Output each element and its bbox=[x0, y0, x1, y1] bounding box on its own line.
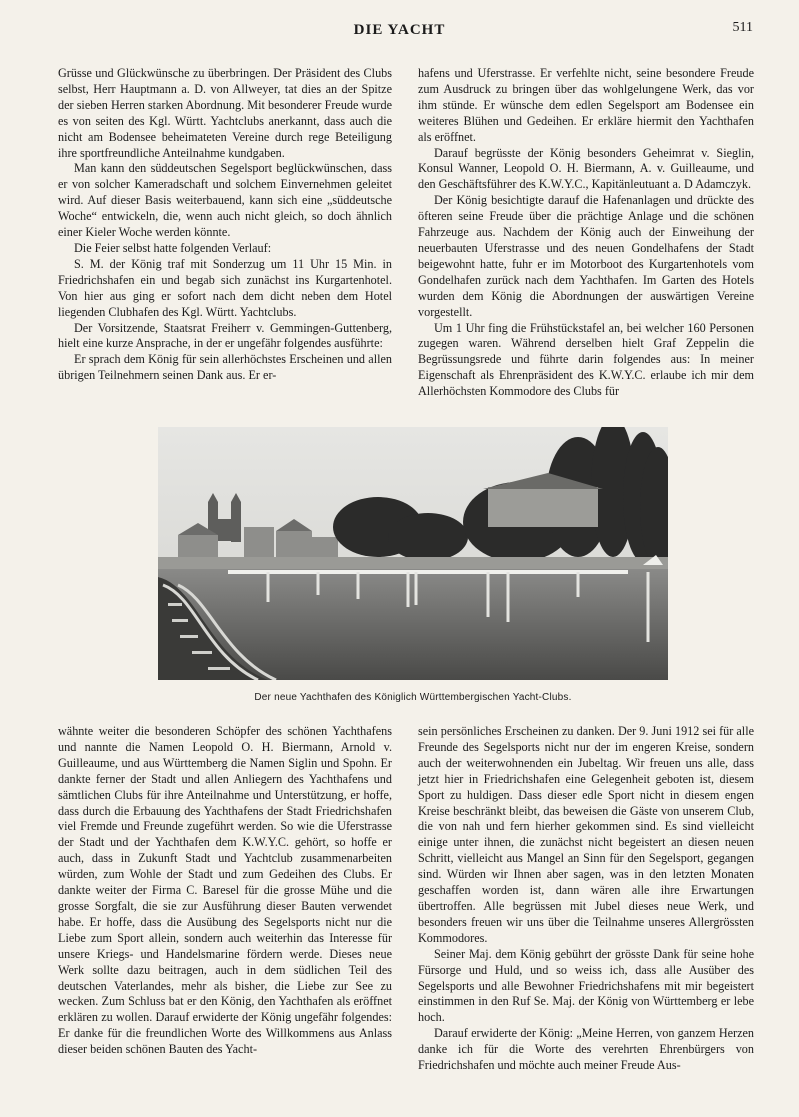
paragraph: Grüsse und Glückwünsche zu überbringen. Der Präsident des Clubs selbst, Herr Hauptmann a. D. von Allweyer, tat dies an der Spitze der sieben Herren starken Abordnung. Mit besonderer Freude wurde es von seiten des Kgl. Württ. Yachtclubs anerkannt, dass auch die nicht am Bodensee beheimateten Vereine durch rege Beteiligung ihre sportfreundliche Anteilnahme kundgaben. bbox=[58, 66, 392, 160]
paragraph: Seiner Maj. dem König gebührt der grösste Dank für seine hohe Fürsorge und Huld, und so weiss ich, dass alle Ausüber des Segelsports und alle Bewohner Friedrichshafens mit mir begeistert einstimmen in den Ruf Se. Maj. der König von Württemberg er lebe hoch. bbox=[418, 946, 754, 1025]
paragraph: wähnte weiter die besonderen Schöpfer des schönen Yachthafens und nannte die Namen Leopold O. H. Biermann, Arnold v. Guilleaume, und aus Württemberg die Namen Siglin und Spohn. Er dankte ferner der Stadt und allen Anliegern des Yachthafens und sämtlichen Clubs für ihre Anteilnahme und Unterstützung, er hoffe, dass durch die Erbauung des Yachthafens der Stadt Friedrichshafen viel Fremde und Freunde zugeführt werden. So wie die Uferstrasse der Stadt und der Yachthafen dem K.W.Y.C. gehört, so hoffe er auch, dass in Zukunft Stadt und Yachtclub zusammenarbeiten würden, zum Wohle der Stadt und zum Gedeihen des Clubs. Er dankte weiter der Firma C. Baresel für die grosse Mühe und die grosse Sorgfalt, die sie zur Ausführung dieser Bauten verwendet habe. Er hoffe, dass die Ausübung des Segelsports nicht nur die Liebe zum Sport allein, sondern auch weiterhin das Interesse für unsere Kriegs- und Handelsmarine fördern werde. Dieses neue Werk sollte dazu beitragen, auch in dem südlichen Teil des deutschen Vaterlandes, mehr als bisher, die Liebe zur See zu wecken. Zum Schluss bat er den König, den Yachthafen als eröffnet erklären zu wollen. Darauf erwiderte der König ungefähr folgendes: Er danke für die freundlichen Worte des Willkommens aus Anlass dieser beiden schönen Bauten des Yacht- bbox=[58, 724, 392, 1057]
paragraph: Der König besichtigte darauf die Hafenanlagen und drückte des öfteren seine Freude über die prächtige Anlage und die schönen Fahrzeuge aus. Nachdem der König auch der Einweihung der neuerbauten Uferstrasse und des neuen Gondelhafens der Stadt beigewohnt hatte, fuhr er im Motorboot des Kurgartenhotels vom Gondelhafen zurück nach dem Yachthafen. Im Garten des Hotels wurden dem König die Abordnungen der auswärtigen Vereine vorgestellt. bbox=[418, 193, 754, 319]
page-number: 511 bbox=[732, 20, 753, 35]
running-title: DIE YACHT bbox=[353, 22, 446, 38]
paragraph: Die Feier selbst hatte folgenden Verlauf: bbox=[74, 240, 272, 255]
column-top-right bbox=[418, 66, 754, 400]
column-bottom-left bbox=[58, 724, 392, 1058]
paragraph: Um 1 Uhr fing die Frühstückstafel an, bei welcher 160 Personen zugegen waren. Während derselben hielt Graf Zeppelin die Begrüssungsrede und führte darin folgendes aus: In meiner Eigenschaft als Ehrenpräsident des K.W.Y.C. erlaube ich mir dem Allerhöchsten Kommodore des Clubs für bbox=[418, 320, 754, 399]
harbor-photo-illustration bbox=[158, 427, 668, 680]
paragraph: Man kann den süddeutschen Segelsport beglückwünschen, dass er von solcher Kameradschaft und solchem Einvernehmen geleitet wird. Auf dieser Basis weiterbauend, kann sich eine „süddeutsche Woche“ entwickeln, die, wenn auch nicht gleich, so doch ähnlich einer Kieler Woche werden könnte. bbox=[58, 161, 392, 240]
paragraph: Er sprach dem König für sein allerhöchstes Erscheinen und allen übrigen Teilnehmern seinen Dank aus. Er er- bbox=[58, 352, 392, 383]
paragraph: Darauf begrüsste der König besonders Geheimrat v. Sieglin, Konsul Wanner, Leopold O. H. Biermann, A. v. Guilleaume, und den Geschäftsführer des K.W.Y.C., Kapitänleutuant a. D Adamczyk. bbox=[418, 145, 754, 192]
photo-caption: Der neue Yachthafen des Königlich Württembergischen Yacht-Clubs. bbox=[254, 692, 572, 703]
paragraph: Darauf erwiderte der König: „Meine Herren, von ganzem Herzen danke ich für die Worte des verehrten Ehrenbürgers von Friedrichshafen und möchte auch meiner Freude Aus- bbox=[418, 1026, 754, 1073]
paragraph: Der Vorsitzende, Staatsrat Freiherr v. Gemmingen-Guttenberg, hielt eine kurze Ansprache, in der er ungefähr folgendes ausführte: bbox=[58, 320, 392, 351]
column-bottom-right bbox=[418, 724, 754, 1074]
paragraph: hafens und Uferstrasse. Er verfehlte nicht, seine besondere Freude zum Ausdruck zu bringen über das wohlgelungene Werk, das vor ihm stünde. Er wünsche dem edlen Segelsport am Bodensee ein weiteres Blühen und Gedeihen. Er erkläre hiermit den Yachthafen als eröffnet. bbox=[418, 66, 754, 144]
harbor-photo bbox=[158, 427, 668, 680]
paragraph: S. M. der König traf mit Sonderzug um 11 Uhr 15 Min. in Friedrichshafen ein und begab sich zunächst ins Kurgartenhotel. Von hier aus ging er sofort nach dem dicht neben dem Hotel liegenden Clubhafen des Kgl. Württ. Yachtclubs. bbox=[58, 256, 392, 319]
page-header bbox=[0, 0, 799, 48]
paragraph: sein persönliches Erscheinen zu danken. Der 9. Juni 1912 sei für alle Freunde des Segelsports nicht nur der im engeren Kreise, sondern auch der weiterwohnenden ein Jubeltag. Wir freuen uns alle, dass jetzt hier in Friedrichshafen eine Gelegenheit geboten ist, diesem Sport zu huldigen. Dass dieser edle Sport nicht in diesem engen Kreise beschränkt bleibt, das beweisen die Gäste von unserem Club, die von nah und fern hierher gekommen sind. Es sind vielleicht einige unter ihnen, die zunächst nicht begeistert an diesen neuen Schritt, vielleicht aus Mangel an Sinn für den Segelsport, gegangen sind. Würden wir Ihnen aber sagen, was in den letzten Monaten geschaffen worden ist, dann wären alle ihre Erwartungen übertroffen. Alle begrüssen mit Jubel dieses neue Werk, und besonders freuen wir uns über die Teilnahme unseres Allergrössten Kommodores. bbox=[418, 724, 754, 945]
column-top-left bbox=[58, 66, 392, 384]
